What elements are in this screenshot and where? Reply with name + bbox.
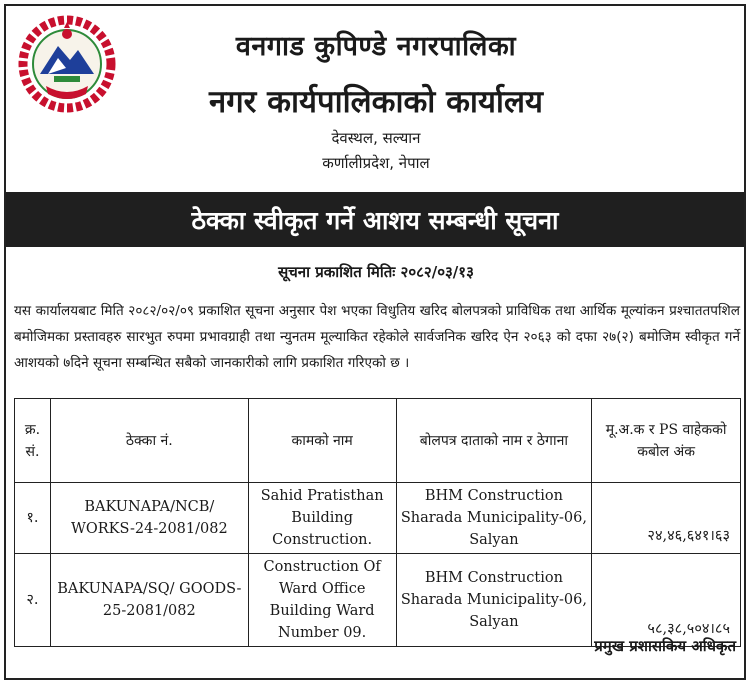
row-sn: १. (15, 483, 51, 554)
row-bidder: BHM Construction Sharada Municipality-06, Salyan (396, 554, 592, 647)
row-contract-no: BAKUNAPA/SQ/ GOODS-25-2081/082 (50, 554, 248, 647)
header-bidder: बोलपत्र दाताको नाम र ठेगाना (396, 399, 592, 483)
published-date: सूचना प्रकाशित मितिः २०८२/०३/१३ (278, 263, 474, 281)
notice-title: ठेक्का स्वीकृत गर्ने आशय सम्बन्धी सूचना (191, 205, 559, 235)
notice-title-banner (6, 192, 744, 247)
office-name: नगर कार्यपालिकाको कार्यालय (209, 84, 543, 120)
header-contract-no: ठेक्का नं. (50, 399, 248, 483)
row-sn: २. (15, 554, 51, 647)
row-contract-no: BAKUNAPA/NCB/ WORKS-24-2081/082 (50, 483, 248, 554)
header-amount: मू.अ.क र PS वाहेकको कबोल अंक (592, 399, 741, 483)
table-row (15, 554, 741, 647)
row-work-name: Construction Of Ward Office Building Ward Number 09. (248, 554, 396, 647)
row-amount: २४,४६,६४१।६३ (592, 483, 741, 554)
row-bidder: BHM Construction Sharada Municipality-06, Salyan (396, 483, 592, 554)
address-line-1: देवस्थल, सल्यान (331, 129, 421, 147)
table-row (15, 483, 741, 554)
address-line-2: कर्णालीप्रदेश, नेपाल (322, 154, 430, 172)
row-work-name: Sahid Pratisthan Building Construction. (248, 483, 396, 554)
row-amount: ५८,३८,५०४।८५ (592, 554, 741, 647)
table-header-row (15, 399, 741, 483)
header-sn: क्र. सं. (15, 399, 51, 483)
contract-table (14, 398, 741, 647)
header-work-name: कामको नाम (248, 399, 396, 483)
municipality-name: वनगाड कुपिण्डे नगरपालिका (235, 31, 517, 62)
notice-body: यस कार्यालयबाट मिति २०८२/०२/०९ प्रकाशित सूचना अनुसार पेश भएका विधुतिय खरिद बोलपत्रको प्राविधिक तथा आर्थिक मूल्यांकन प्रश्चाततपशिल बमोजिमका प्रस्तावहरु सारभुत रुपमा प्रभावग्राही तथा न्युनतम मूल्याकित रहेकोले सार्वजनिक खरिद ऐन २०६३ को दफा २७(२) बमोजिम स्वीकृत गर्ने आशयको ७दिने सूचना सम्बन्धित सबैको जानकारीको लागि प्रकाशित गरिएको छ । (14, 303, 740, 371)
signoff: प्रमुख प्रशासकिय अधिकृत (594, 637, 736, 655)
